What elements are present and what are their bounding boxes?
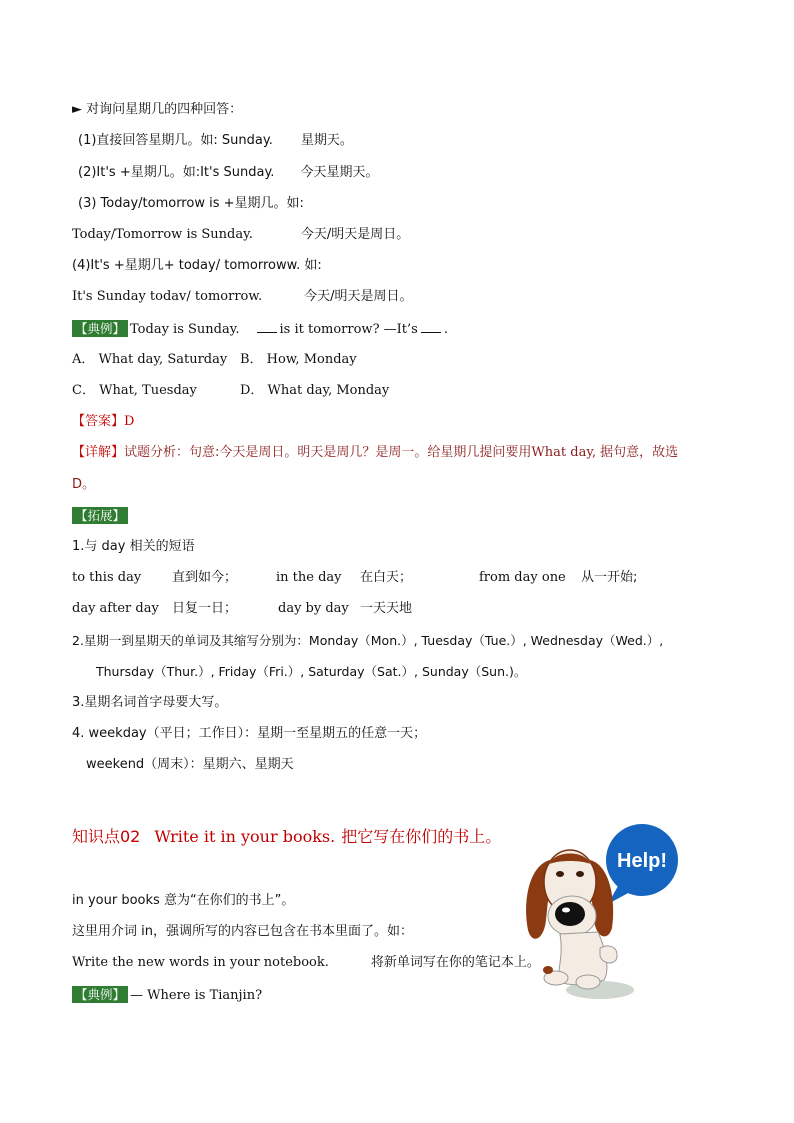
extension-tag-line (72, 507, 130, 526)
detail-line: 【详解】试题分析：句意:今天是周日。明天是周几？是周一。给星期几提问要用What day, 据句意，故选 (72, 445, 679, 460)
example-question: 【典例】 Today is Sunday. is it tomorrow? —It’s . (72, 320, 448, 339)
answer-tag: 【答案】 (72, 414, 125, 429)
option-d: D． What day, Monday (240, 383, 390, 398)
extension-tag: 【拓展】 (72, 507, 128, 524)
detail-tag: 【详解】 (72, 445, 125, 460)
dog-raised-paw (600, 946, 617, 963)
section2-line-2: 这里用介词 in，强调所写的内容已包含在书本里面了。如： (72, 924, 413, 939)
reply-4: (4)It's +星期几+ today/ tomorroww. 如: (72, 258, 322, 273)
example-tag-2: 【典例】 (72, 986, 128, 1003)
example-tag: 【典例】 (72, 320, 128, 337)
help-text: Help! (617, 850, 667, 872)
dog-spot (543, 966, 553, 974)
extension-point-3: 3.星期名词首字母要大写。 (72, 695, 228, 710)
reply-3: (3) Today/tomorrow is +星期几。如: (78, 196, 304, 211)
answer-blank-2 (421, 320, 441, 333)
dog-right-eye (576, 871, 584, 877)
section2-line-1: in your books 意为“在你们的书上”。 (72, 893, 295, 908)
reply-1: (1)直接回答星期几。如: Sunday. 星期天。 (78, 133, 353, 148)
reply-3-example: Today/Tomorrow is Sunday. 今天/明天是周日。 (72, 227, 410, 242)
reply-2: (2)It's +星期几。如:It's Sunday. 今天星期天。 (78, 165, 379, 180)
dog-help-illustration (520, 820, 690, 1010)
option-a: A． What day, Saturday (72, 352, 228, 367)
reply-4-example: It's Sunday todav/ tomorrow. 今天/明天是周日。 (72, 289, 413, 304)
answer-blank-1 (257, 320, 277, 333)
option-b: B． How, Monday (240, 352, 357, 367)
answer-value: D (124, 414, 135, 429)
section2-example: Write the new words in your notebook. 将新单词写在你的笔记本上。 (72, 955, 540, 970)
dog-right-paw (576, 975, 600, 989)
extension-point-2b: Thursday（Thur.）, Friday（Fri.）, Saturday（Sat.）, Sunday（Sun.)。 (96, 664, 527, 679)
dog-nose (555, 902, 585, 926)
extension-point-4a: 4. weekday（平日；工作日）：星期一至星期五的任意一天； (72, 726, 427, 741)
section-heading: 知识点02 Write it in your books. 把它写在你们的书上。 (72, 827, 502, 846)
phrase-row-1: to this day 直到如今； in the day 在白天； from day one 从一开始; (72, 570, 638, 585)
extension-point-1: 1.与 day 相关的短语 (72, 539, 195, 554)
phrase-row-2: day after day 日复一日； day by day 一天天地 (72, 601, 413, 616)
detail-line-2: D。 (72, 477, 96, 492)
option-row-2 (72, 382, 389, 400)
answer-types-intro: ► 对询问星期几的四种回答： (72, 102, 243, 117)
section2-exercise: 【典例】 — Where is Tianjin? (72, 986, 262, 1005)
option-row-1 (72, 351, 357, 369)
dog-nose-highlight (562, 908, 570, 913)
extension-point-2a: 2.星期一到星期天的单词及其缩写分别为：Monday（Mon.）, Tuesday（Tue.）, Wednesday（Wed.）, (72, 633, 664, 648)
dog-left-eye (556, 871, 564, 877)
answer-line (72, 413, 134, 431)
option-c: C． What, Tuesday (72, 383, 197, 398)
extension-point-4b: weekend（周末）：星期六、星期天 (86, 757, 294, 772)
